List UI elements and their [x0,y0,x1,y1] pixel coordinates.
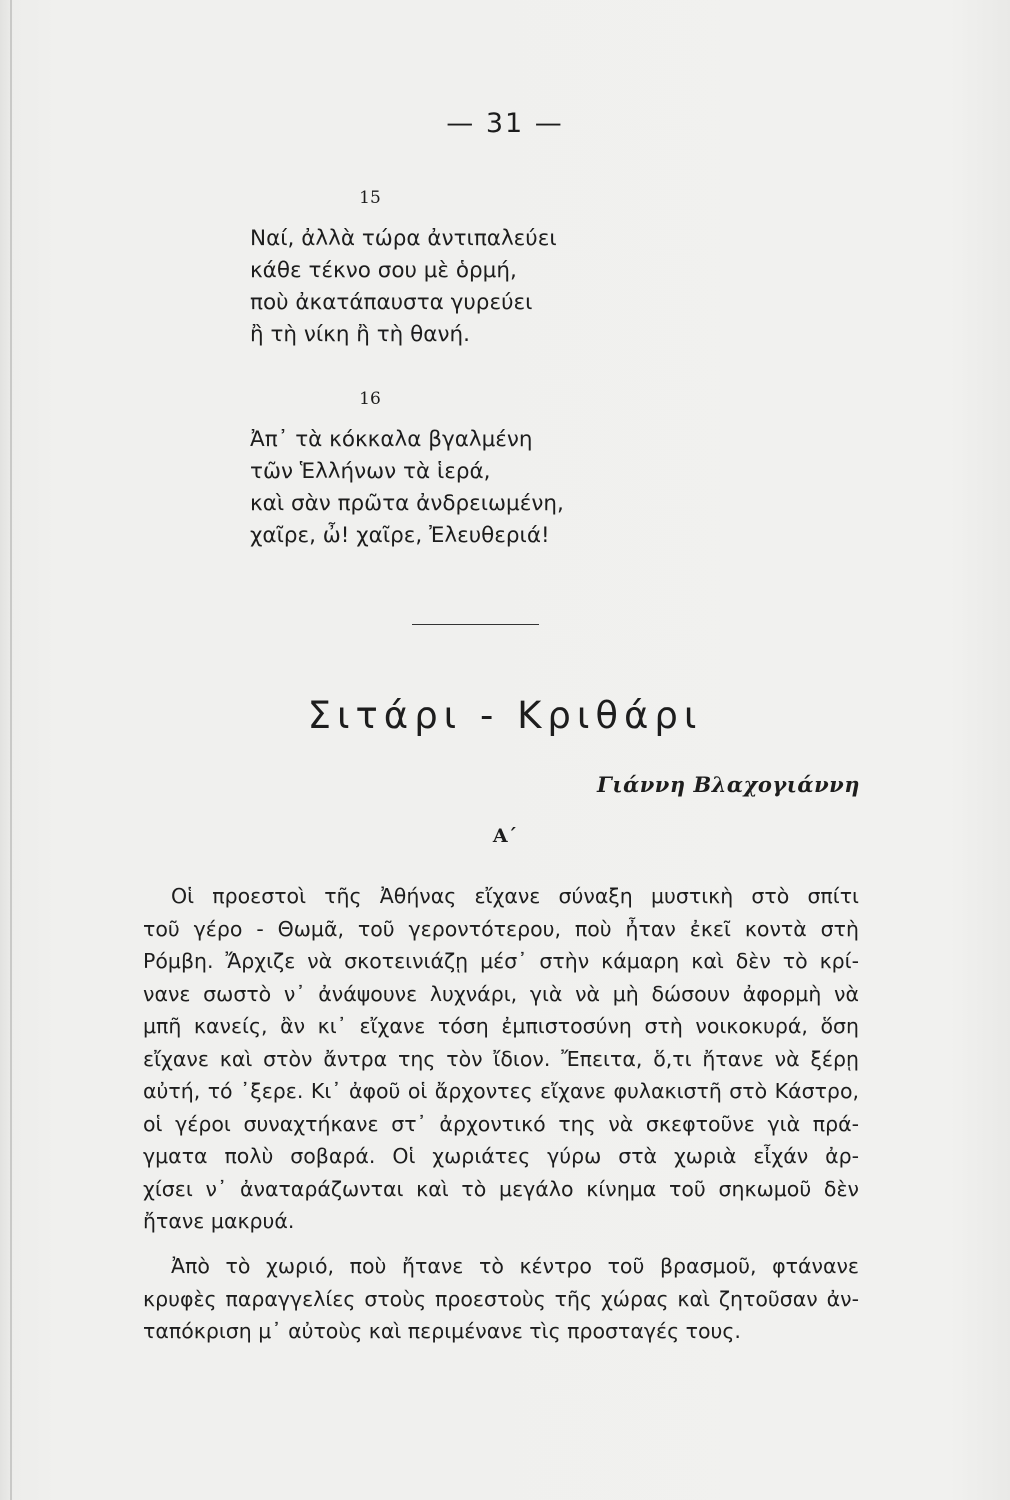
text-line: εἴχανε καὶ στὸν ἄντρα της τὸν ἴδιον. Ἔπειτα, ὅ,τι ἤτανε νὰ ξέρῃ [143,1046,859,1071]
section-heading: Α΄ [492,825,518,847]
text-line: χίσει ν᾽ ἀναταράζωνται καὶ τὸ μεγάλο κίνημα τοῦ σηκωμοῦ δὲν [143,1176,859,1201]
verse-line: ἢ τὴ νίκη ἢ τὴ θανή. [250,322,470,347]
text-line: Οἱ προεστοὶ τῆς Ἀθήνας εἴχανε σύναξη μυστικὴ στὸ σπίτι [171,884,859,908]
text-line: ταπόκριση μ᾽ αὐτοὺς καὶ περιμένανε τὶς προσταγές τους. [143,1319,741,1343]
stanza-16 [250,424,564,552]
text-line: τοῦ γέρο - Θωμᾶ, τοῦ γεροντότερου, ποὺ ἦταν ἐκεῖ κοντὰ στὴ [143,916,859,941]
verse-line: χαῖρε, ὦ! χαῖρε, Ἐλευθεριά! [250,523,550,548]
section-divider [412,624,539,625]
story-author: Γιάννη Βλαχογιάννη [597,772,860,797]
verse-line: τῶν Ἑλλήνων τὰ ἱερά, [250,459,491,484]
text-line: ἤτανε μακρυά. [143,1209,295,1233]
paragraph-2 [143,1250,859,1348]
text-line: γματα πολὺ σοβαρά. Οἱ χωριάτες γύρω στὰ χωριὰ εἶχάν ἀρ- [143,1144,859,1168]
stanza-15 [250,223,557,351]
text-line: αὐτή, τό ᾽ξερε. Κι᾽ ἀφοῦ οἱ ἄρχοντες εἴχανε φυλακιστῆ στὸ Κάστρο, [143,1079,859,1103]
text-line: Ἀπὸ τὸ χωριό, ποὺ ἤτανε τὸ κέντρο τοῦ βρασμοῦ, φτάνανε [171,1254,859,1278]
page-number: — 31 — [446,108,564,139]
text-line: μπῆ κανείς, ἂν κι᾽ εἴχανε τόση ἐμπιστοσύνη στὴ νοικοκυρά, ὅση [143,1014,859,1038]
verse-line: κάθε τέκνο σου μὲ ὁρμή, [250,258,517,283]
page-edge-shadow [10,0,12,1500]
verse-line: Ἀπ᾽ τὰ κόκκαλα βγαλμένη [250,427,533,452]
story-title: Σιτάρι - Κριθάρι [307,694,703,737]
text-line: οἱ γέροι συναχτήκανε στ᾽ ἀρχοντικό της νὰ σκεφτοῦνε γιὰ πρά- [143,1111,859,1136]
stanza-number: 16 [359,389,381,409]
verse-line: Ναί, ἀλλὰ τώρα ἀντιπαλεύει [250,226,557,251]
paragraph-1 [143,880,859,1238]
stanza-number: 15 [359,188,381,208]
verse-line: καὶ σὰν πρῶτα ἀνδρειωμένη, [250,491,564,516]
text-line: Ρόμβη. Ἄρχιζε νὰ σκοτεινιάζῃ μέσ᾽ στὴν κάμαρη καὶ δὲν τὸ κρί- [143,949,859,973]
verse-line: ποὺ ἀκατάπαυστα γυρεύει [250,290,533,315]
text-line: κρυφὲς παραγγελίες στοὺς προεστοὺς τῆς χώρας καὶ ζητοῦσαν ἀν- [143,1286,859,1311]
text-line: νανε σωστὸ ν᾽ ἀνάψουνε λυχνάρι, γιὰ νὰ μὴ δώσουν ἀφορμὴ νὰ [143,981,859,1006]
